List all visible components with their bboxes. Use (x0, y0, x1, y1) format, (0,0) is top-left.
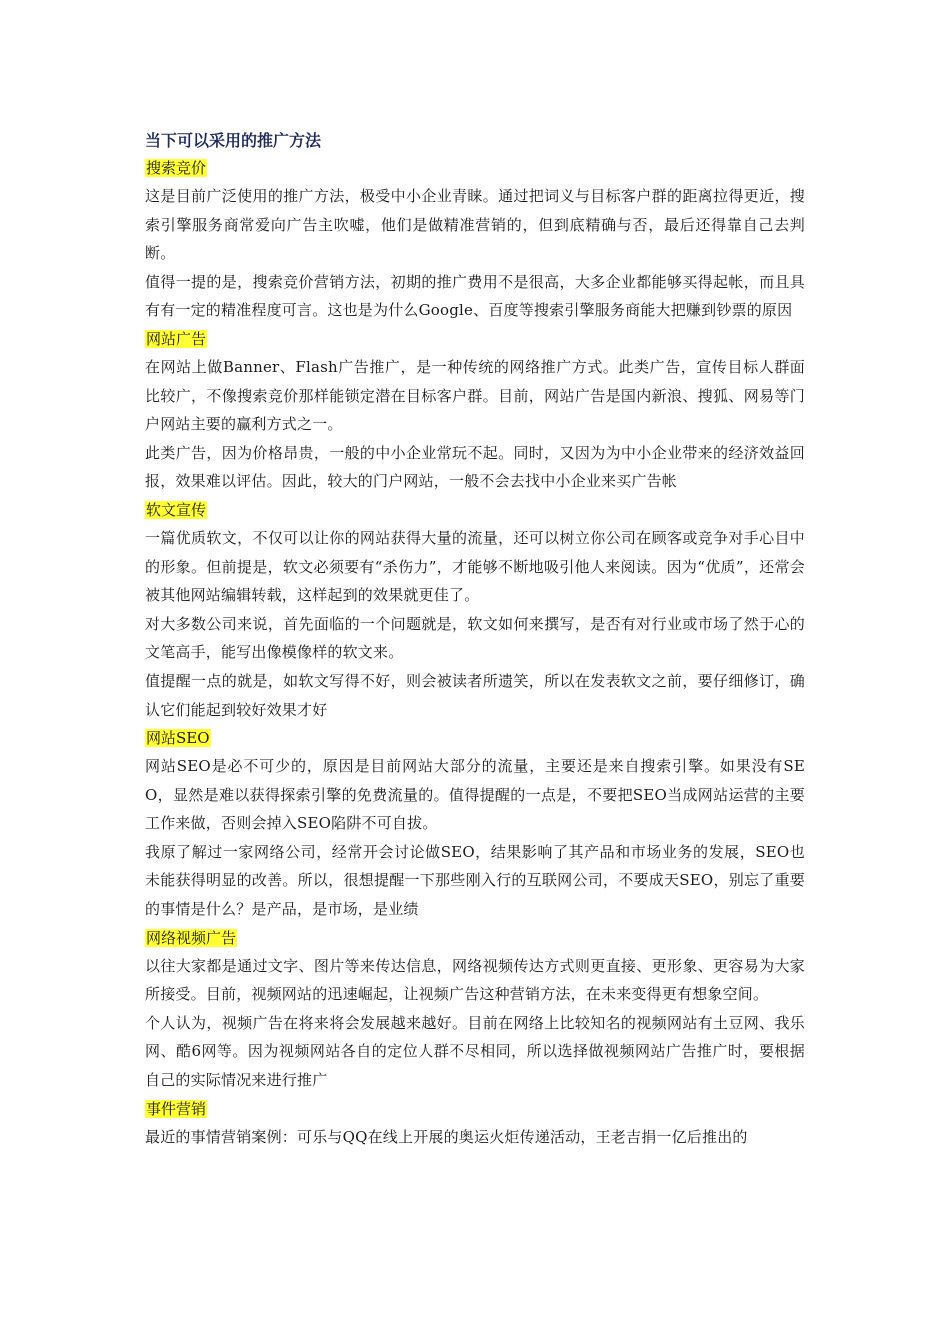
section-soft-article (145, 496, 805, 724)
paragraph: 个人认为，视频广告在将来将会发展越来越好。目前在网络上比较知名的视频网站有土豆网、我乐网、酷6网等。因为视频网站各自的定位人群不尽相同，所以选择做视频网站广告推广时，要根据自己的实际情况来进行推广 (145, 1013, 805, 1090)
paragraph: 最近的事情营销案例：可乐与QQ在线上开展的奥运火炬传递活动，王老吉捐一亿后推出的 (145, 1127, 748, 1146)
section-search-bidding (145, 154, 805, 325)
section-heading (145, 924, 805, 952)
section-online-video-ads (145, 924, 805, 1095)
paragraph: 值得一提的是，搜索竞价营销方法，初期的推广费用不是很高，大多企业都能够买得起帐，而且具有有一定的精准程度可言。这也是为什么Google、百度等搜索引擎服务商能大把赚到钞票的原因 (145, 272, 805, 320)
paragraph: 网站SEO是必不可少的，原因是目前网站大部分的流量，主要还是来自搜索引擎。如果没有SEO，显然是难以获得探索引擎的免费流量的。值得提醒的一点是，不要把SEO当成网站运营的主要工作来做，否则会掉入SEO陷阱不可自拔。 (145, 757, 805, 833)
highlighted-heading-text: 网站SEO (146, 729, 210, 748)
section-heading (145, 724, 805, 752)
highlighted-heading-text: 软文宣传 (146, 500, 207, 519)
section-heading (145, 154, 805, 182)
paragraph: 一篇优质软文，不仅可以让你的网站获得大量的流量，还可以树立你公司在顾客或竞争对手心目中的形象。但前提是，软文必须要有“杀伤力”，才能够不断地吸引他人来阅读。因为“优质”，还常会被其他网站编辑转载，这样起到的效果就更佳了。 (145, 528, 805, 605)
section-heading (145, 1095, 805, 1123)
document-title: 当下可以采用的推广方法 (145, 131, 322, 150)
paragraph: 对大多数公司来说，首先面临的一个问题就是，软文如何来撰写，是否有对行业或市场了然于心的文笔高手，能写出像模像样的软文来。 (145, 614, 805, 662)
document-page (145, 128, 805, 1151)
highlighted-heading-text: 搜索竞价 (146, 159, 207, 177)
paragraph: 值提醒一点的就是，如软文写得不好，则会被读者所遗笑，所以在发表软文之前，要仔细修订，确认它们能起到较好效果才好 (145, 671, 805, 719)
section-heading (145, 325, 805, 353)
paragraph: 在网站上做Banner、Flash广告推广，是一种传统的网络推广方式。此类广告，宣传目标人群面比较广，不像搜索竞价那样能锁定潜在目标客户群。目前，网站广告是国内新浪、搜狐、网易等门户网站主要的赢利方式之一。 (145, 357, 805, 434)
highlighted-heading-text: 网络视频广告 (146, 928, 237, 947)
paragraph: 以往大家都是通过文字、图片等来传达信息，网络视频传达方式则更直接、更形象、更容易为大家所接受。目前，视频网站的迅速崛起，让视频广告这种营销方法，在未来变得更有想象空间。 (145, 956, 805, 1004)
section-website-ads (145, 325, 805, 496)
paragraph: 这是目前广泛使用的推广方法，极受中小企业青睐。通过把词义与目标客户群的距离拉得更近，搜索引擎服务商常爱向广告主吹嘘，他们是做精准营销的，但到底精确与否，最后还得靠自己去判断。 (145, 187, 805, 263)
section-website-seo (145, 724, 805, 924)
paragraph: 我原了解过一家网络公司，经常开会讨论做SEO，结果影响了其产品和市场业务的发展，SEO也未能获得明显的改善。所以，很想提醒一下那些刚入行的互联网公司，不要成天SEO，别忘了重要的事情是什么？是产品，是市场，是业绩 (145, 842, 805, 919)
section-heading (145, 496, 805, 524)
section-event-marketing (145, 1095, 805, 1152)
paragraph: 此类广告，因为价格昂贵，一般的中小企业常玩不起。同时，又因为为中小企业带来的经济效益回报，效果难以评估。因此，较大的门户网站，一般不会去找中小企业来买广告帐 (145, 443, 805, 491)
highlighted-heading-text: 事件营销 (146, 1099, 207, 1118)
highlighted-heading-text: 网站广告 (146, 329, 207, 348)
